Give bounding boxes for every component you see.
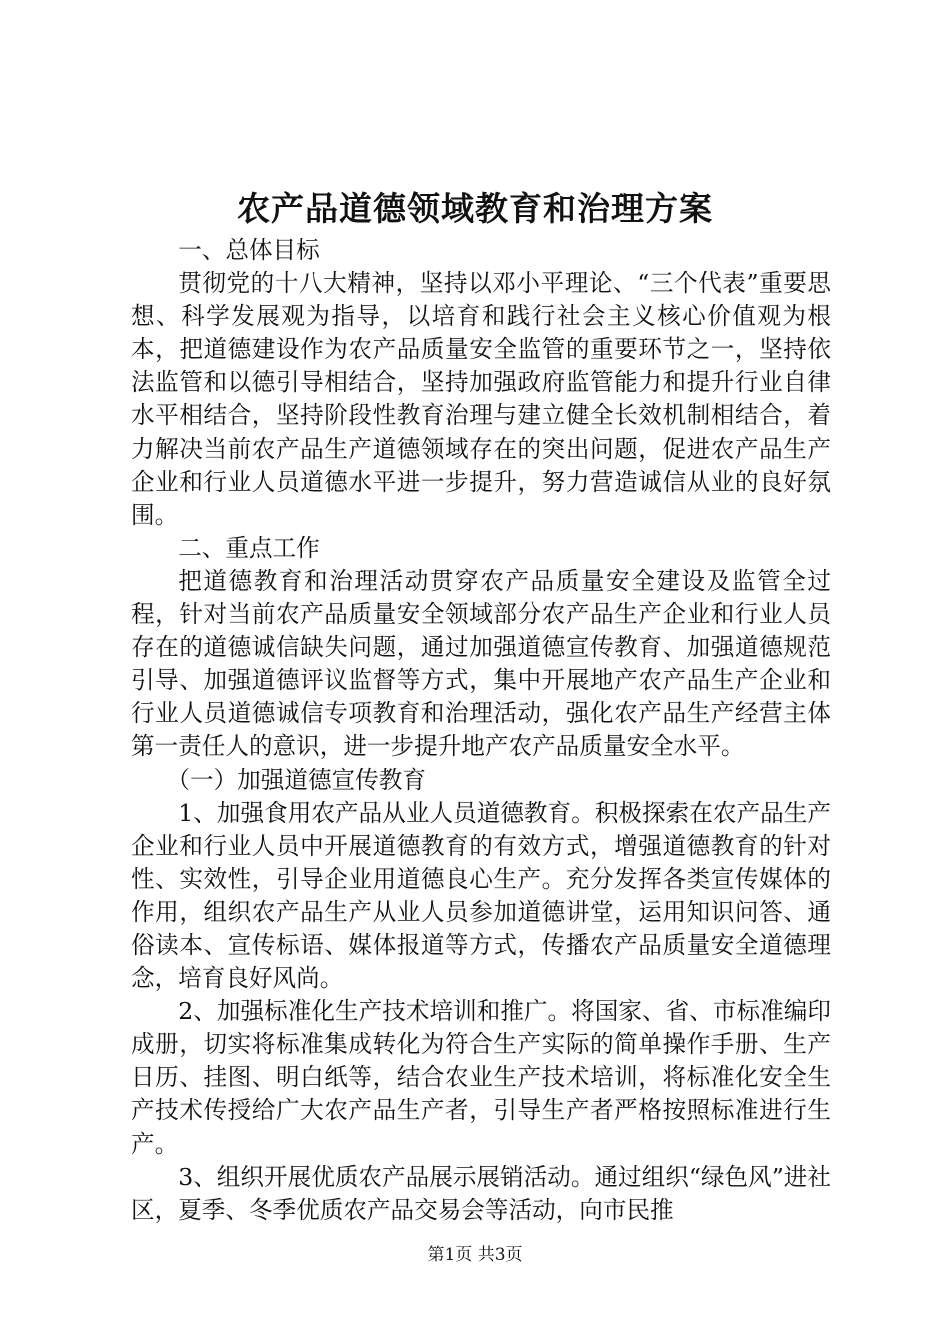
document-title: 农产品道德领域教育和治理方案	[237, 189, 713, 228]
paragraph-item-2: 2、加强标准化生产技术培训和推广。将国家、省、市标准编印成册，切实将标准集成转化为符合生产实际的简单操作手册、生产日历、挂图、明白纸等，结合农业生产技术培训，将标准化安全生产技术传授给广大农产品生产者，引导生产者严格按照标准进行生产。	[131, 997, 831, 1158]
sub-section-heading-1: （一）加强道德宣传教育	[166, 765, 426, 794]
page-number: 第1页 共3页	[427, 1245, 523, 1265]
paragraph-2: 把道德教育和治理活动贯穿农产品质量安全建设及监管全过程，针对当前农产品质量安全领域部分农产品生产企业和行业人员存在的道德诚信缺失问题，通过加强道德宣传教育、加强道德规范引导、加强道德评议监督等方式，集中开展地产农产品生产企业和行业人员道德诚信专项教育和治理活动，强化农产品生产经营主体第一责任人的意识，进一步提升地产农产品质量安全水平。	[131, 566, 831, 761]
section-heading-1: 一、总体目标	[178, 236, 320, 264]
paragraph-item-3: 3、组织开展优质农产品展示展销活动。通过组织“绿色风”进社区，夏季、冬季优质农产品交易会等活动，向市民推	[131, 1162, 831, 1224]
document-body	[131, 234, 831, 1227]
section-heading-2: 二、重点工作	[178, 533, 320, 562]
paragraph-1: 贯彻党的十八大精神，坚持以邓小平理论、“三个代表”重要思想、科学发展观为指导，以培育和践行社会主义核心价值观为根本，把道德建设作为农产品质量安全监管的重要环节之一，坚持依法监管和以德引导相结合，坚持加强政府监管能力和提升行业自律水平相结合，坚持阶段性教育治理与建立健全长效机制相结合，着力解决当前农产品生产道德领域存在的突出问题，促进农产品生产企业和行业人员道德水平进一步提升，努力营造诚信从业的良好氛围。	[131, 269, 831, 529]
paragraph-item-1: 1、加强食用农产品从业人员道德教育。积极探索在农产品生产企业和行业人员中开展道德教育的有效方式，增强道德教育的针对性、实效性，引导企业用道德良心生产。充分发挥各类宣传媒体的作用，组织农产品生产从业人员参加道德讲堂，运用知识问答、通俗读本、宣传标语、媒体报道等方式，传播农产品质量安全道德理念，培育良好风尚。	[131, 798, 831, 993]
